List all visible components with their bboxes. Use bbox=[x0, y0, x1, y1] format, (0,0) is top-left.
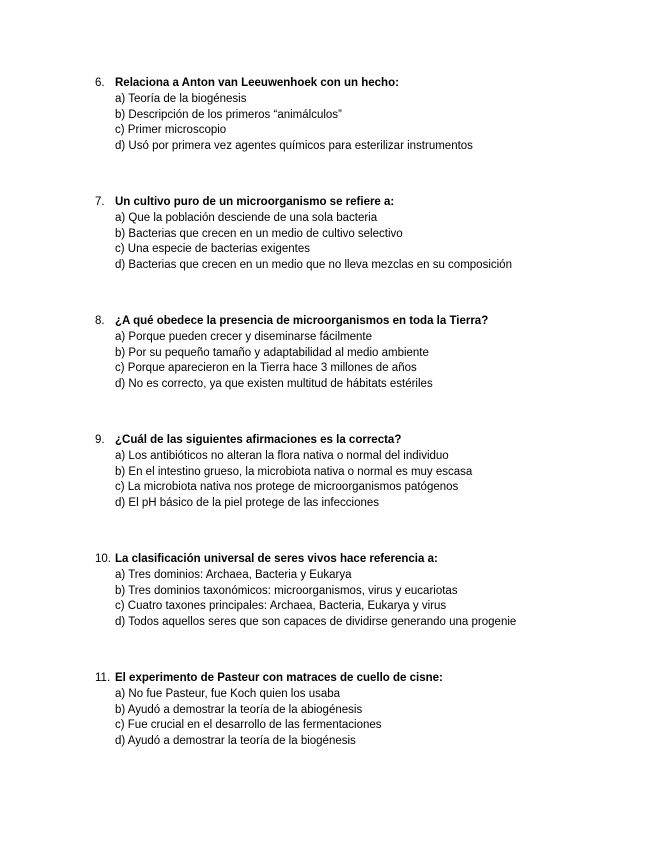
option-c: c) Cuatro taxones principales: Archaea, Bacteria, Eukarya y virus bbox=[115, 600, 447, 613]
question-number: 8. bbox=[95, 315, 105, 327]
option-b: b) Bacterias que crecen en un medio de cultivo selectivo bbox=[115, 227, 403, 240]
question-header bbox=[95, 195, 635, 211]
option-list bbox=[95, 449, 635, 511]
question-number: 9. bbox=[95, 434, 105, 446]
option-b: b) Por su pequeño tamaño y adaptabilidad al medio ambiente bbox=[115, 346, 429, 359]
option-a: a) Los antibióticos no alteran la flora nativa o normal del individuo bbox=[115, 450, 449, 462]
option-d: d) No es correcto, ya que existen multitud de hábitats estériles bbox=[115, 377, 433, 390]
option-b: b) Tres dominios taxonómicos: microorganismos, virus y eucariotas bbox=[115, 584, 458, 597]
question-11 bbox=[95, 671, 635, 749]
question-header bbox=[95, 552, 635, 568]
option-d: d) Bacterias que crecen en un medio que no lleva mezclas en su composición bbox=[115, 258, 512, 271]
option-a: a) Tres dominios: Archaea, Bacteria y Eukarya bbox=[115, 569, 352, 581]
option-list bbox=[95, 687, 635, 749]
question-header bbox=[95, 433, 635, 449]
question-number: 6. bbox=[95, 77, 105, 89]
option-a: a) No fue Pasteur, fue Koch quien los usaba bbox=[115, 688, 341, 700]
question-header bbox=[95, 76, 635, 92]
option-a: a) Teoría de la biogénesis bbox=[115, 93, 247, 105]
option-b: b) Ayudó a demostrar la teoría de la abiogénesis bbox=[115, 703, 363, 716]
option-list bbox=[95, 211, 635, 273]
question-7 bbox=[95, 195, 635, 273]
option-list bbox=[95, 92, 635, 154]
option-c: c) Una especie de bacterias exigentes bbox=[115, 243, 310, 256]
option-d: d) Todos aquellos seres que son capaces de dividirse generando una progenie bbox=[115, 615, 517, 628]
option-b: b) Descripción de los primeros “animálculos” bbox=[115, 108, 342, 121]
option-c: c) Primer microscopio bbox=[115, 124, 227, 137]
option-a: a) Que la población desciende de una sola bacteria bbox=[115, 212, 378, 224]
option-d: d) Usó por primera vez agentes químicos para esterilizar instrumentos bbox=[115, 139, 473, 152]
option-c: c) La microbiota nativa nos protege de microorganismos patógenos bbox=[115, 481, 459, 494]
question-text: El experimento de Pasteur con matraces de cuello de cisne: bbox=[115, 672, 443, 684]
question-6 bbox=[95, 76, 635, 154]
option-d: d) El pH básico de la piel protege de las infecciones bbox=[115, 496, 380, 509]
question-number: 10. bbox=[95, 553, 111, 565]
option-list bbox=[95, 568, 635, 630]
option-d: d) Ayudó a demostrar la teoría de la biogénesis bbox=[115, 734, 356, 747]
question-8 bbox=[95, 314, 635, 392]
option-list bbox=[95, 330, 635, 392]
question-header bbox=[95, 314, 635, 330]
question-text: ¿Cuál de las siguientes afirmaciones es la correcta? bbox=[115, 434, 402, 446]
option-b: b) En el intestino grueso, la microbiota nativa o normal es muy escasa bbox=[115, 465, 473, 478]
option-c: c) Porque aparecieron en la Tierra hace 3 millones de años bbox=[115, 362, 417, 375]
question-text: Un cultivo puro de un microorganismo se refiere a: bbox=[115, 196, 395, 208]
question-10 bbox=[95, 552, 635, 630]
option-a: a) Porque pueden crecer y diseminarse fácilmente bbox=[115, 331, 372, 343]
question-text: ¿A qué obedece la presencia de microorganismos en toda la Tierra? bbox=[115, 315, 489, 327]
question-number: 11. bbox=[95, 672, 111, 684]
question-number: 7. bbox=[95, 196, 105, 208]
question-header bbox=[95, 671, 635, 687]
question-text: La clasificación universal de seres vivos hace referencia a: bbox=[115, 553, 438, 565]
question-text: Relaciona a Anton van Leeuwenhoek con un hecho: bbox=[115, 77, 399, 89]
option-c: c) Fue crucial en el desarrollo de las fermentaciones bbox=[115, 719, 382, 732]
question-9 bbox=[95, 433, 635, 511]
